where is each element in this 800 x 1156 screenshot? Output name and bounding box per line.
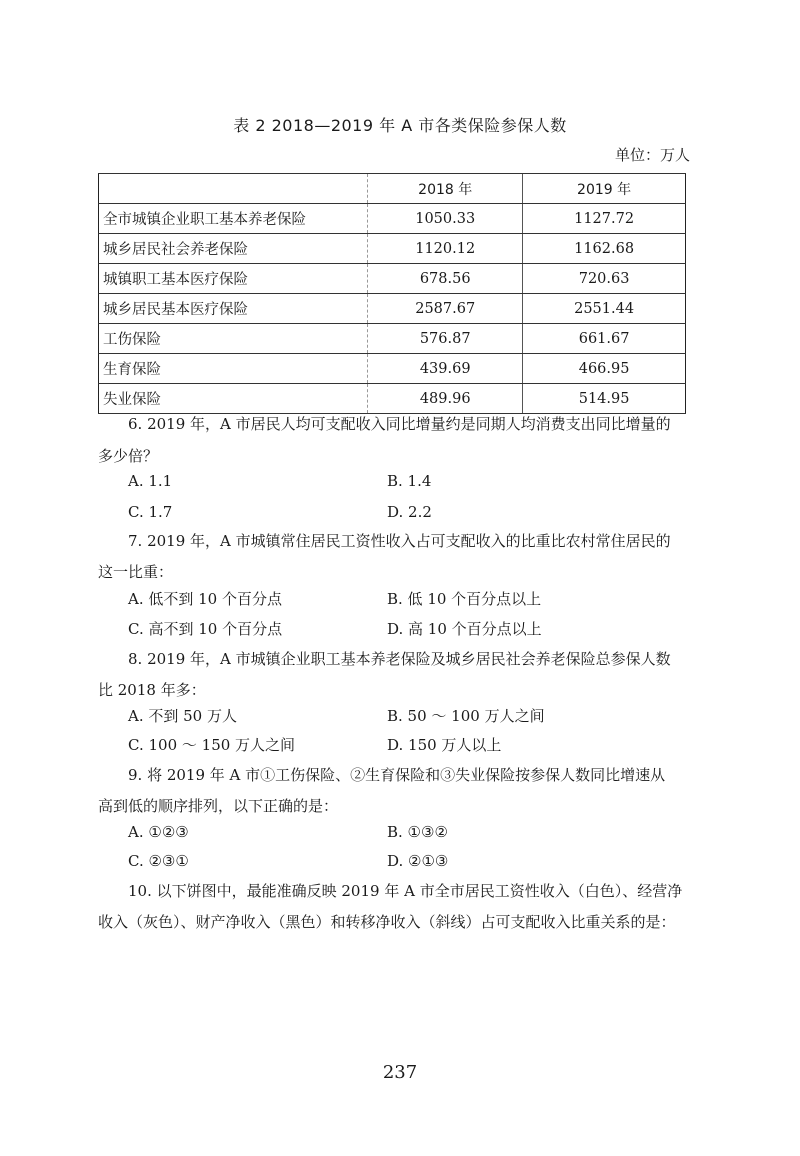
q9-option-c: C. ②③①: [128, 852, 189, 870]
table-row: [99, 294, 686, 324]
q9-stem-line2: 高到低的顺序排列，以下正确的是：: [98, 797, 339, 815]
q7-stem-line2: 这一比重：: [98, 563, 174, 581]
q10-stem-line1: 10. 以下饼图中，最能准确反映 2019 年 A 市全市居民工资性收入（白色）、经营净: [128, 882, 683, 900]
table-row: [99, 324, 686, 354]
value-2018: 576.87: [368, 324, 523, 354]
table-title: 表 2 2018—2019 年 A 市各类保险参保人数: [233, 116, 567, 135]
q7-option-c: C. 高不到 10 个百分点: [128, 620, 283, 638]
table-unit: 单位：万人: [614, 146, 690, 164]
q7-stem-line1: 7. 2019 年，A 市城镇常住居民工资性收入占可支配收入的比重比农村常住居民的: [128, 532, 671, 550]
row-label: 工伤保险: [99, 324, 368, 354]
q7-option-b: B. 低 10 个百分点以上: [387, 590, 542, 608]
table-header-blank: [99, 174, 368, 204]
table-header-row: [99, 174, 686, 204]
q7-option-a: A. 低不到 10 个百分点: [128, 590, 282, 608]
insurance-table: [98, 173, 686, 414]
q6-stem-line1: 6. 2019 年，A 市居民人均可支配收入同比增量约是同期人均消费支出同比增量的: [128, 415, 671, 433]
q9-option-b: B. ①③②: [387, 823, 448, 841]
value-2018: 1120.12: [368, 234, 523, 264]
table-header-2019: 2019 年: [523, 174, 686, 204]
row-label: 城镇职工基本医疗保险: [99, 264, 368, 294]
table-row: [99, 354, 686, 384]
q10-stem-line2: 收入（灰色）、财产净收入（黑色）和转移净收入（斜线）占可支配收入比重关系的是：: [98, 913, 676, 931]
q6-stem-line2: 多少倍？: [98, 447, 159, 465]
q8-option-b: B. 50 ～ 100 万人之间: [387, 707, 545, 725]
q8-stem-line2: 比 2018 年多：: [98, 681, 206, 699]
page-number: 237: [382, 1062, 418, 1083]
row-label: 全市城镇企业职工基本养老保险: [99, 204, 368, 234]
value-2019: 1127.72: [523, 204, 686, 234]
value-2019: 720.63: [523, 264, 686, 294]
q8-option-d: D. 150 万人以上: [387, 736, 502, 754]
row-label: 城乡居民社会养老保险: [99, 234, 368, 264]
q8-stem-line1: 8. 2019 年，A 市城镇企业职工基本养老保险及城乡居民社会养老保险总参保人数: [128, 650, 671, 668]
row-label: 失业保险: [99, 384, 368, 414]
value-2019: 514.95: [523, 384, 686, 414]
value-2018: 1050.33: [368, 204, 523, 234]
value-2018: 678.56: [368, 264, 523, 294]
row-label: 城乡居民基本医疗保险: [99, 294, 368, 324]
q8-option-a: A. 不到 50 万人: [128, 707, 237, 725]
table-row: [99, 264, 686, 294]
q6-option-c: C. 1.7: [128, 503, 173, 521]
q8-option-c: C. 100 ～ 150 万人之间: [128, 736, 296, 754]
value-2019: 466.95: [523, 354, 686, 384]
q6-option-a: A. 1.1: [128, 472, 173, 490]
q9-stem-line1: 9. 将 2019 年 A 市①工伤保险、②生育保险和③失业保险按参保人数同比增速从: [128, 766, 666, 784]
q6-option-d: D. 2.2: [387, 503, 432, 521]
value-2019: 1162.68: [523, 234, 686, 264]
q9-option-a: A. ①②③: [128, 823, 189, 841]
q7-option-d: D. 高 10 个百分点以上: [387, 620, 542, 638]
value-2018: 489.96: [368, 384, 523, 414]
value-2018: 439.69: [368, 354, 523, 384]
table-row: [99, 204, 686, 234]
value-2019: 661.67: [523, 324, 686, 354]
value-2019: 2551.44: [523, 294, 686, 324]
row-label: 生育保险: [99, 354, 368, 384]
q9-option-d: D. ②①③: [387, 852, 449, 870]
q6-option-b: B. 1.4: [387, 472, 432, 490]
value-2018: 2587.67: [368, 294, 523, 324]
table-header-2018: 2018 年: [368, 174, 523, 204]
table-row: [99, 234, 686, 264]
